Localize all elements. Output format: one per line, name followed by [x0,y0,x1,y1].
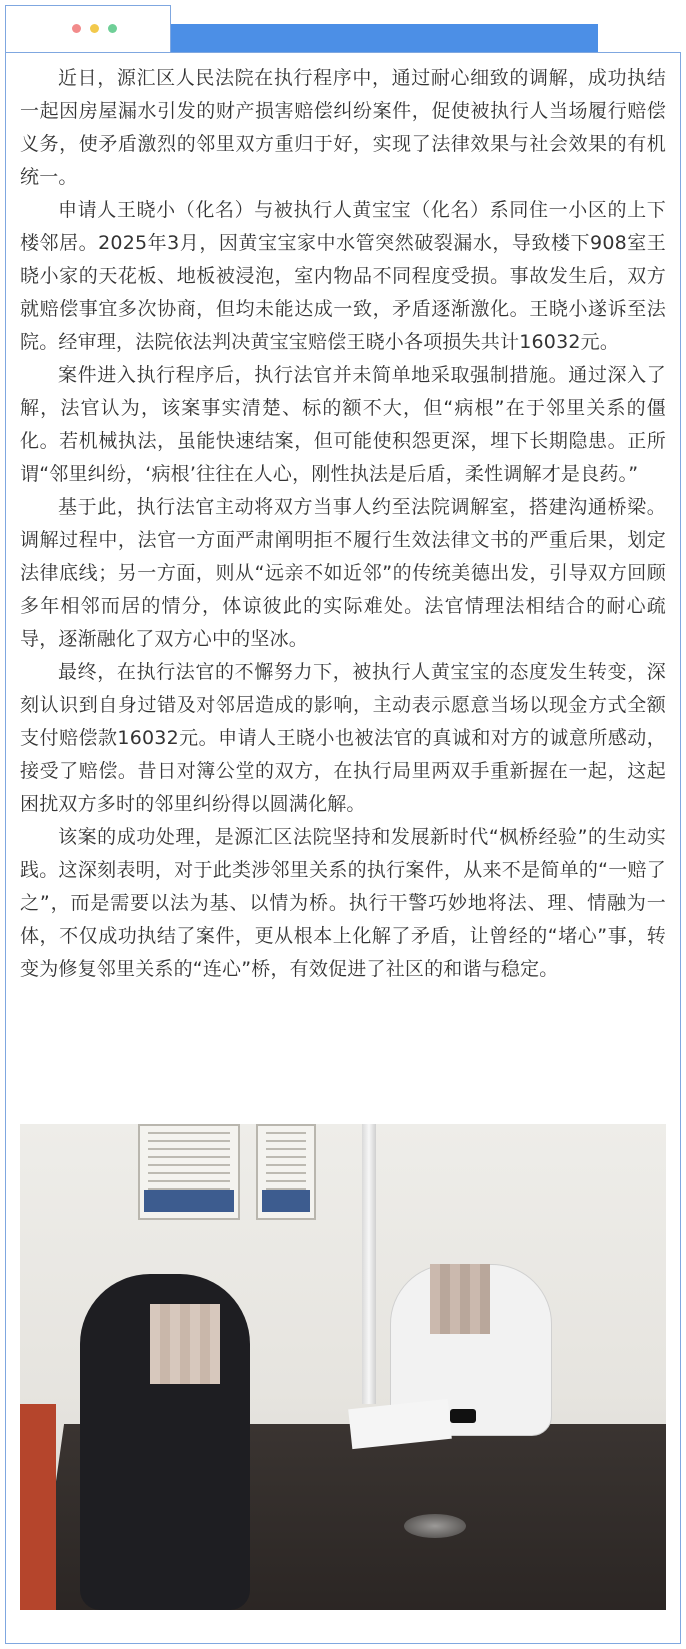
header-accent-bar [170,24,598,52]
paragraph-3: 案件进入执行程序后，执行法官并未简单地采取强制措施。通过深入了解，法官认为，该案事实清楚、标的额不大，但“病根”在于邻里关系的僵化。若机械执法，虽能快速结案，但可能使积怨更深，埋下长期隐患。正所谓“邻里纠纷，‘病根’往往在人心，刚性执法是后盾，柔性调解才是良药。” [20,364,666,485]
ashtray [404,1514,466,1538]
mediation-photo [20,1124,666,1610]
pixelated-face-left [150,1304,220,1384]
green-dot-icon [108,24,117,33]
chair [20,1404,56,1610]
paragraph-2: 申请人王晓小（化名）与被执行人黄宝宝（化名）系同住一小区的上下楼邻居。2025年3月，因黄宝宝家中水管突然破裂漏水，导致楼下908室王晓小家的天花板、地板被浸泡，室内物品不同程度受损。事故发生后，双方就赔偿事宜多次协商，但均未能达成一致，矛盾逐渐激化。王晓小遂诉至法院。经审理，法院依法判决黄宝宝赔偿王晓小各项损失共计16032元。 [20,199,666,353]
yellow-dot-icon [90,24,99,33]
article-body [20,62,666,986]
paragraph-1: 近日，源汇区人民法院在执行程序中，通过耐心细致的调解，成功执结一起因房屋漏水引发的财产损害赔偿纠纷案件，促使被执行人当场履行赔偿义务，使矛盾激烈的邻里双方重归于好，实现了法律效果与社会效果的有机统一。 [20,67,666,188]
phone [450,1409,476,1423]
notice-board-small [256,1124,316,1220]
red-dot-icon [72,24,81,33]
pixelated-face-right [430,1264,490,1334]
paragraph-6: 该案的成功处理，是源汇区法院坚持和发展新时代“枫桥经验”的生动实践。这深刻表明，对于此类涉邻里关系的执行案件，从来不是简单的“一赔了之”，而是需要以法为基、以情为桥。执行干警巧妙地将法、理、情融为一体，不仅成功执结了案件，更从根本上化解了矛盾，让曾经的“堵心”事，转变为修复邻里关系的“连心”桥，有效促进了社区的和谐与稳定。 [20,826,666,980]
wall-pipe [362,1124,376,1404]
window-tab [5,5,171,52]
paragraph-5: 最终，在执行法官的不懈努力下，被执行人黄宝宝的态度发生转变，深刻认识到自身过错及对邻居造成的影响，主动表示愿意当场以现金方式全额支付赔偿款16032元。申请人王晓小也被法官的真诚和对方的诚意所感动，接受了赔偿。昔日对簿公堂的双方，在执行局里两双手重新握在一起，这起困扰双方多时的邻里纠纷得以圆满化解。 [20,661,666,815]
notice-board [138,1124,240,1220]
paragraph-4: 基于此，执行法官主动将双方当事人约至法院调解室，搭建沟通桥梁。调解过程中，法官一方面严肃阐明拒不履行生效法律文书的严重后果，划定法律底线；另一方面，则从“远亲不如近邻”的传统美德出发，引导双方回顾多年相邻而居的情分，体谅彼此的实际难处。法官情理法相结合的耐心疏导，逐渐融化了双方心中的坚冰。 [20,496,666,650]
